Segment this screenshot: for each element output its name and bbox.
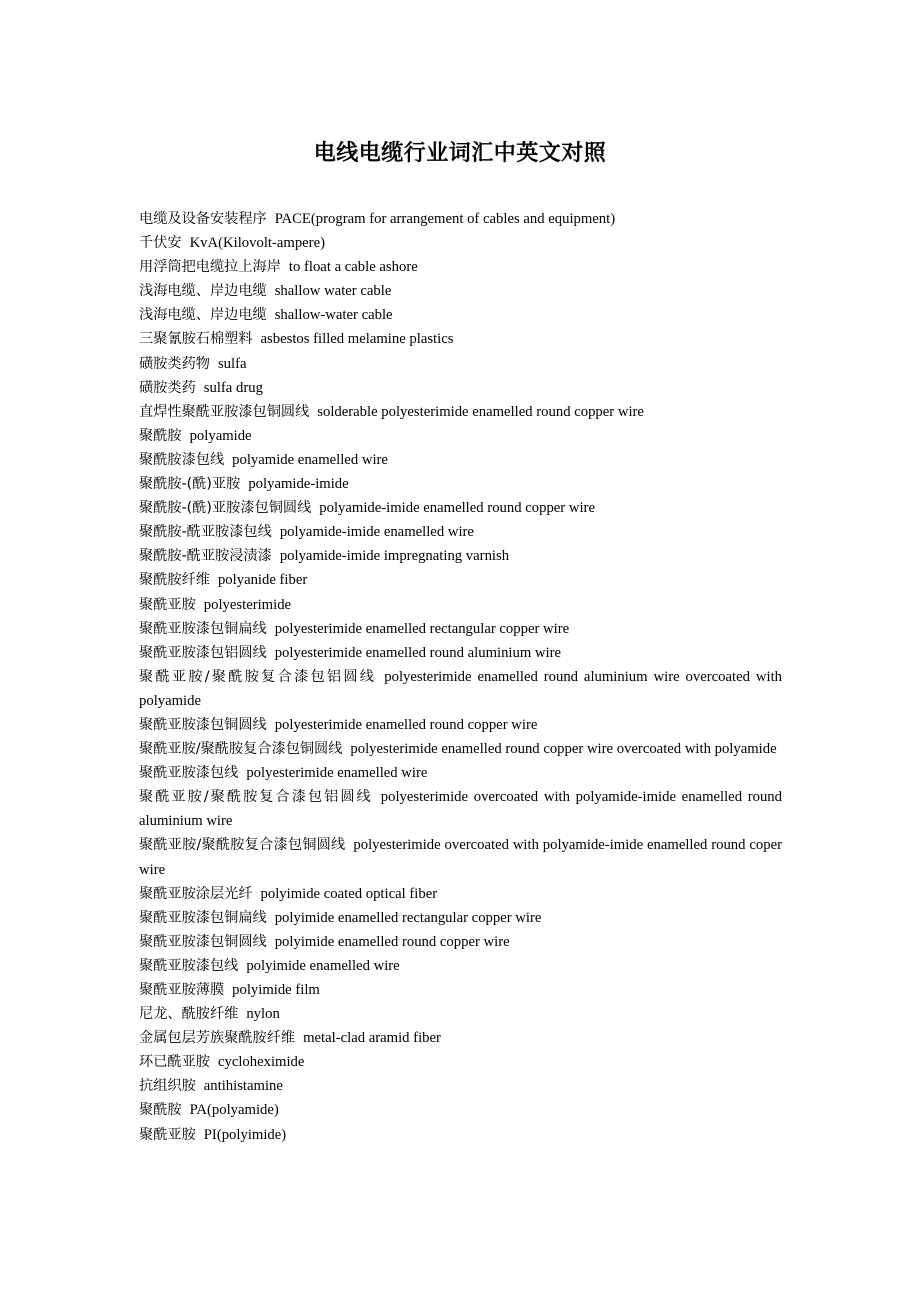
term-chinese: 聚酰亚胺漆包线	[139, 765, 239, 782]
glossary-entry	[139, 472, 782, 496]
glossary-entry	[139, 496, 782, 520]
term-chinese: 聚酰亚胺涂层光纤	[139, 885, 253, 902]
term-chinese: 聚酰胺-酰亚胺浸渍漆	[139, 548, 272, 565]
glossary-entry	[139, 833, 782, 881]
glossary-entry	[139, 737, 782, 761]
term-english: polyesterimide enamelled wire	[246, 765, 428, 782]
term-chinese: 浅海电缆、岸边电缆	[139, 307, 267, 324]
term-english: polyamide-imide impregnating varnish	[279, 548, 510, 565]
glossary-entry	[139, 1026, 782, 1050]
term-english: polyesterimide	[203, 596, 292, 613]
glossary-entry	[139, 593, 782, 617]
glossary-entry	[139, 303, 782, 327]
term-chinese: 环已酰亚胺	[139, 1054, 210, 1071]
glossary-entry	[139, 1002, 782, 1026]
term-chinese: 电缆及设备安装程序	[139, 211, 267, 227]
glossary-entry	[139, 1074, 782, 1098]
glossary-entry	[139, 785, 782, 833]
term-chinese: 聚酰胺漆包线	[139, 451, 225, 468]
term-english: polyimide enamelled wire	[246, 957, 400, 974]
term-chinese: 聚酰亚胺薄膜	[139, 982, 225, 998]
term-chinese: 聚酰亚胺漆包铜圆线	[139, 716, 267, 733]
term-chinese: 聚酰亚胺/聚酰胺复合漆包铜圆线	[139, 741, 343, 758]
term-english: polyamide enamelled wire	[232, 451, 388, 468]
term-english: polyesterimide enamelled round aluminium wire	[274, 644, 562, 661]
term-english: polyimide enamelled round copper wire	[274, 933, 510, 950]
term-chinese: 聚酰胺	[139, 1102, 182, 1119]
glossary-entry	[139, 713, 782, 737]
term-chinese: 聚酰亚胺/聚酰胺复合漆包铜圆线	[139, 837, 346, 854]
term-english: shallow water cable	[274, 283, 392, 300]
term-chinese: 聚酰亚胺漆包铜扁线	[139, 909, 267, 926]
term-english: shallow-water cable	[274, 307, 393, 324]
glossary-entry	[139, 279, 782, 303]
page-title: 电线电缆行业词汇中英文对照	[313, 141, 607, 166]
glossary-entry	[139, 448, 782, 472]
glossary-entry	[139, 882, 782, 906]
glossary-entry	[139, 544, 782, 568]
glossary-entry	[139, 978, 782, 1002]
term-english: polyimide film	[232, 982, 320, 998]
term-chinese: 直焊性聚酰亚胺漆包铜圆线	[139, 403, 310, 420]
glossary-entry	[139, 400, 782, 424]
term-chinese: 抗组织胺	[139, 1078, 196, 1095]
term-chinese: 聚酰亚胺漆包铜扁线	[139, 620, 267, 637]
term-chinese: 聚酰亚胺漆包线	[139, 957, 239, 974]
term-chinese: 千伏安	[139, 235, 182, 252]
glossary-entry	[139, 568, 782, 592]
term-english: polyamide-imide	[248, 476, 349, 493]
term-english: sulfa	[217, 355, 247, 372]
glossary-entry	[139, 520, 782, 544]
term-english: antihistamine	[203, 1078, 283, 1095]
term-chinese: 聚酰胺纤维	[139, 572, 210, 589]
term-english: PACE(program for arrangement of cables and equipment)	[274, 211, 616, 227]
term-english: polyesterimide enamelled round copper wire overcoated with polyamide	[350, 741, 777, 758]
glossary-entry	[139, 255, 782, 279]
term-chinese: 聚酰亚胺	[139, 1126, 196, 1143]
glossary-entry	[139, 665, 782, 713]
term-english: polyesterimide enamelled round copper wire	[274, 716, 538, 733]
term-english: polyamide-imide enamelled round copper wire	[319, 500, 595, 517]
glossary-entry	[139, 231, 782, 255]
term-english: sulfa drug	[203, 379, 263, 396]
term-english: polyanide fiber	[217, 572, 308, 589]
term-chinese: 用浮筒把电缆拉上海岸	[139, 259, 281, 276]
term-english: PI(polyimide)	[203, 1126, 287, 1143]
term-english: polyesterimide overcoated with polyamide-imide enamelled round coper wire	[139, 837, 782, 878]
glossary-entry	[139, 930, 782, 954]
term-chinese: 聚酰胺	[139, 427, 182, 444]
glossary-entry	[139, 1123, 782, 1147]
glossary-entry	[139, 424, 782, 448]
glossary-entry	[139, 761, 782, 785]
glossary-entry	[139, 376, 782, 400]
term-chinese: 三聚氰胺石棉塑料	[139, 331, 253, 348]
glossary-entry	[139, 1098, 782, 1122]
term-chinese: 磺胺类药物	[139, 355, 210, 372]
term-chinese: 聚酰胺-(酰)亚胺	[139, 476, 241, 493]
term-english: KvA(Kilovolt-ampere)	[189, 235, 325, 252]
term-english: PA(polyamide)	[189, 1102, 279, 1119]
term-english: polyimide coated optical fiber	[260, 885, 438, 902]
term-english: nylon	[246, 1006, 280, 1023]
term-english: polyamide	[189, 427, 252, 444]
term-english: polyimide enamelled rectangular copper wire	[274, 909, 542, 926]
term-chinese: 聚酰胺-(酰)亚胺漆包铜圆线	[139, 500, 312, 517]
glossary-entry	[139, 207, 782, 231]
term-chinese: 尼龙、酰胺纤维	[139, 1006, 239, 1023]
glossary-list	[139, 207, 782, 1147]
term-english: polyesterimide enamelled round aluminium wire overcoated with polyamide	[139, 668, 782, 709]
term-english: polyesterimide overcoated with polyamide-imide enamelled round aluminium wire	[139, 789, 782, 830]
term-english: solderable polyesterimide enamelled round copper wire	[317, 403, 644, 420]
term-english: to float a cable ashore	[288, 259, 418, 276]
term-chinese: 金属包层芳族聚酰胺纤维	[139, 1030, 296, 1047]
term-english: polyesterimide enamelled rectangular copper wire	[274, 620, 570, 637]
glossary-entry	[139, 1050, 782, 1074]
term-english: polyamide-imide enamelled wire	[279, 524, 474, 541]
term-chinese: 浅海电缆、岸边电缆	[139, 283, 267, 300]
glossary-entry	[139, 327, 782, 351]
glossary-entry	[139, 641, 782, 665]
term-chinese: 聚酰亚胺/聚酰胺复合漆包铝圆线	[139, 789, 373, 806]
term-chinese: 聚酰胺-酰亚胺漆包线	[139, 524, 272, 541]
term-chinese: 聚酰亚胺漆包铜圆线	[139, 933, 267, 950]
term-chinese: 聚酰亚胺/聚酰胺复合漆包铝圆线	[139, 668, 377, 685]
term-chinese: 磺胺类药	[139, 379, 196, 396]
term-chinese: 聚酰亚胺漆包铝圆线	[139, 644, 267, 661]
glossary-entry	[139, 906, 782, 930]
term-english: cycloheximide	[217, 1054, 305, 1071]
glossary-entry	[139, 352, 782, 376]
glossary-entry	[139, 954, 782, 978]
term-chinese: 聚酰亚胺	[139, 596, 196, 613]
glossary-entry	[139, 617, 782, 641]
term-english: metal-clad aramid fiber	[303, 1030, 441, 1047]
term-english: asbestos filled melamine plastics	[260, 331, 454, 348]
